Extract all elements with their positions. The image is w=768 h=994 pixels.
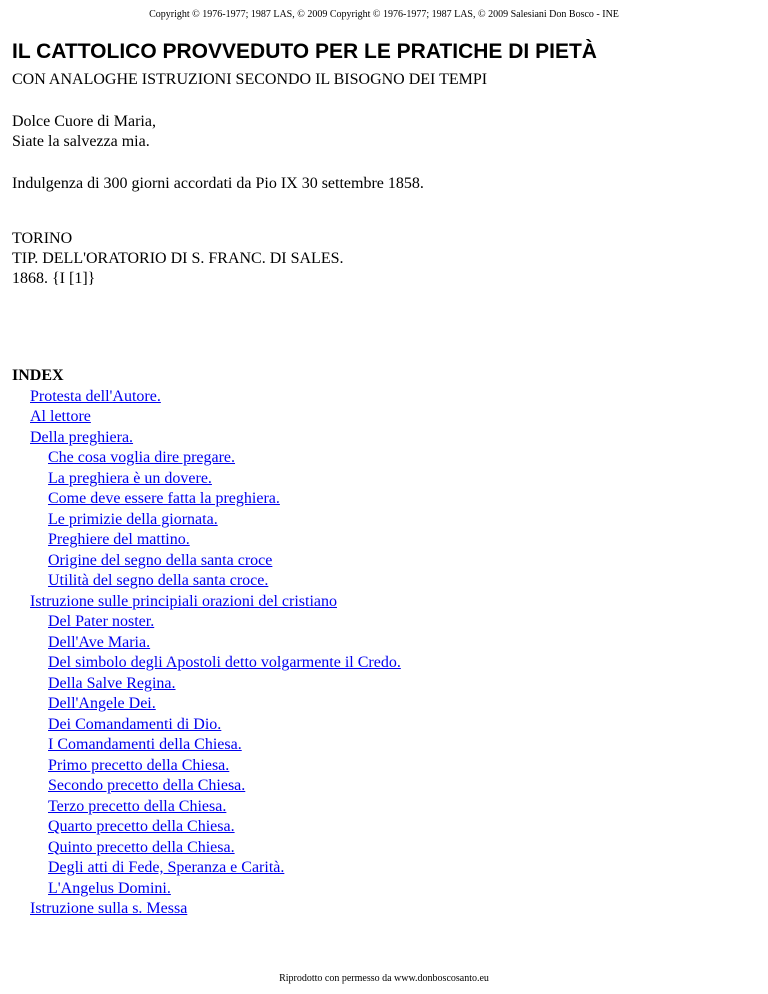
index-heading: INDEX (12, 367, 64, 384)
index-list (12, 366, 401, 920)
index-link[interactable]: Origine del segno della santa croce (48, 551, 273, 569)
prayer-line: Siate la salvezza mia. (12, 133, 150, 150)
imprint-city: TORINO (12, 230, 73, 247)
imprint-year: 1868. {I [1]} (12, 270, 96, 287)
index-link[interactable]: I Comandamenti della Chiesa. (48, 736, 242, 753)
footer-permission: Riprodotto con permesso da www.donboscosanto.eu (279, 973, 489, 984)
index-link[interactable]: Della preghiera. (30, 428, 134, 446)
index-items (12, 387, 401, 920)
prayer-line: Dolce Cuore di Maria, (12, 113, 156, 130)
index-link[interactable]: Che cosa voglia dire pregare. (48, 449, 236, 466)
index-link[interactable]: Dei Comandamenti di Dio. (48, 715, 222, 733)
index-link[interactable]: Protesta dell'Autore. (30, 387, 161, 405)
index-link[interactable]: Al lettore (30, 408, 91, 425)
index-link[interactable]: Dell'Angele Dei. (48, 695, 156, 712)
index-link[interactable]: Quinto precetto della Chiesa. (48, 838, 235, 856)
index-link[interactable]: Preghiere del mattino. (48, 531, 190, 548)
index-link[interactable]: Quarto precetto della Chiesa. (48, 818, 235, 835)
index-link[interactable]: La preghiera è un dovere. (48, 469, 212, 487)
index-link[interactable]: Le primizie della giornata. (48, 510, 218, 528)
copyright-notice: Copyright © 1976-1977; 1987 LAS, © 2009 Copyright © 1976-1977; 1987 LAS, © 2009 Salesiani Don Bosco - INE (149, 9, 619, 20)
index-link[interactable]: Come deve essere fatta la preghiera. (48, 490, 280, 507)
index-link[interactable]: Secondo precetto della Chiesa. (48, 777, 246, 794)
index-link[interactable]: L'Angelus Domini. (48, 879, 171, 897)
index-link[interactable]: Dell'Ave Maria. (48, 633, 151, 651)
index-link[interactable]: Della Salve Regina. (48, 674, 176, 692)
index-link[interactable]: Utilità del segno della santa croce. (48, 572, 269, 589)
index-link[interactable]: Del simbolo degli Apostoli detto volgarmente il Credo. (48, 654, 401, 671)
index-link[interactable]: Degli atti di Fede, Speranza e Carità. (48, 859, 285, 876)
prayer-verse (12, 112, 156, 152)
index-link[interactable]: Del Pater noster. (48, 613, 155, 630)
document-title: IL CATTOLICO PROVVEDUTO PER LE PRATICHE DI PIETÀ (12, 40, 597, 63)
index-link[interactable]: Terzo precetto della Chiesa. (48, 797, 227, 815)
index-link[interactable]: Primo precetto della Chiesa. (48, 756, 230, 774)
indulgence-note: Indulgenza di 300 giorni accordati da Pio IX 30 settembre 1858. (12, 175, 424, 192)
imprint (12, 229, 344, 289)
index-link[interactable]: Istruzione sulla s. Messa (30, 900, 188, 917)
imprint-printer: TIP. DELL'ORATORIO DI S. FRANC. DI SALES. (12, 250, 344, 267)
index-link[interactable]: Istruzione sulle principiali orazioni del cristiano (30, 592, 338, 610)
document-subtitle: CON ANALOGHE ISTRUZIONI SECONDO IL BISOGNO DEI TEMPI (12, 71, 488, 88)
